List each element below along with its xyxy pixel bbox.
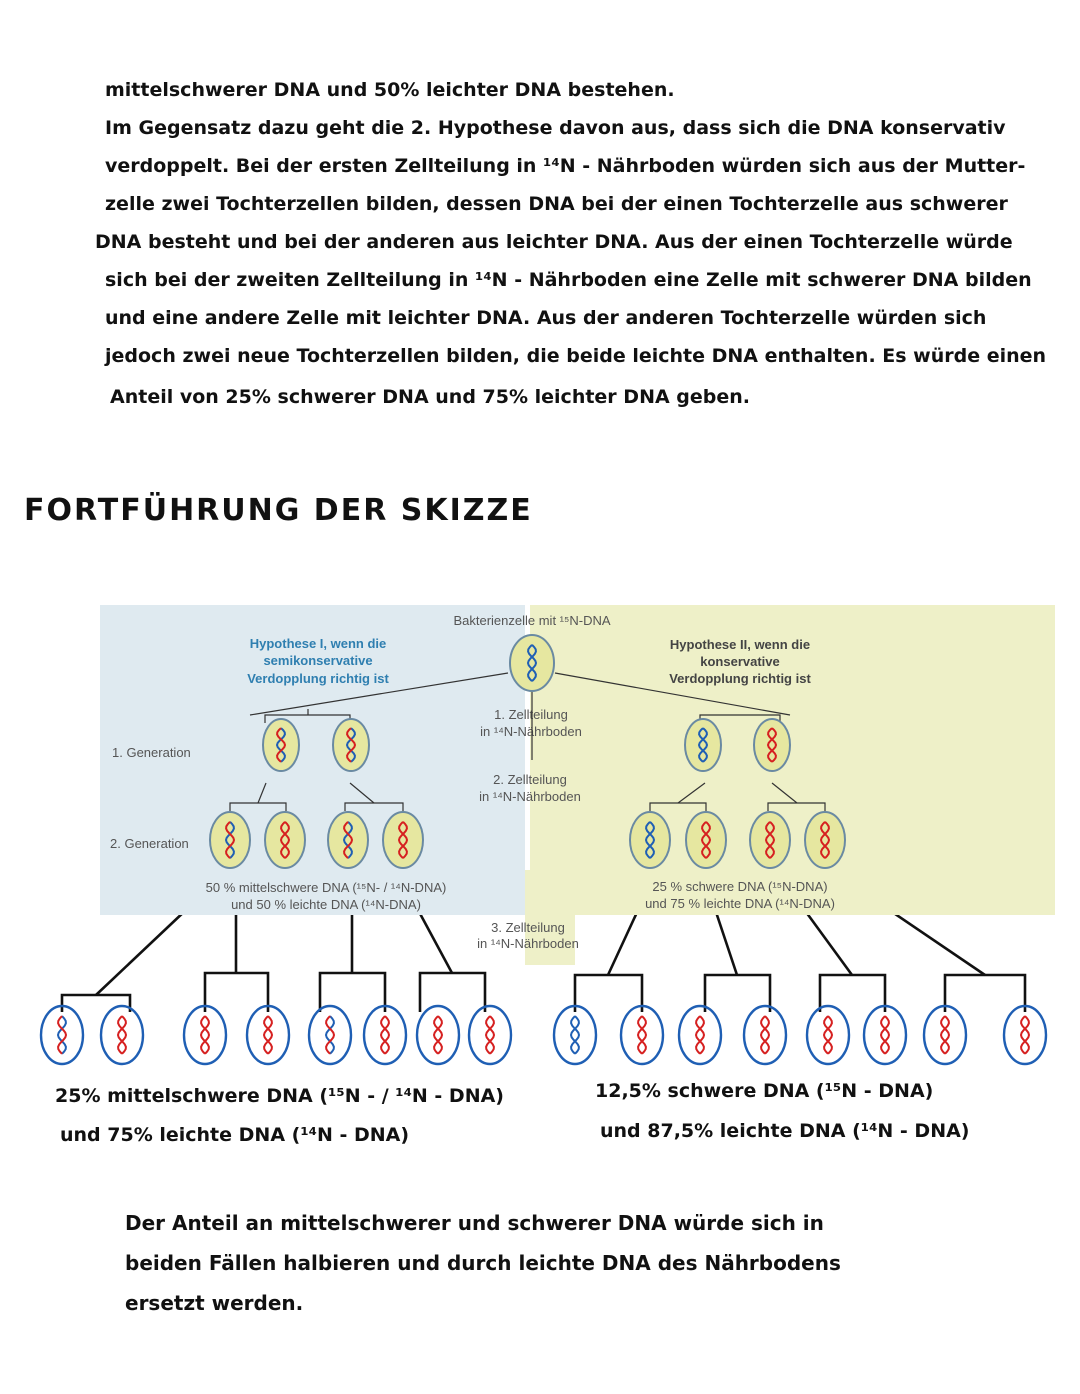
cell-membrane	[686, 812, 726, 868]
gen2-cell	[630, 812, 670, 868]
division-3-label: 3. Zellteilung	[491, 920, 565, 935]
division-1-label: 1. Zellteilung	[494, 707, 568, 722]
cell-membrane	[864, 1006, 906, 1064]
result-note: 25% mittelschwere DNA (¹⁵N - / ¹⁴N - DNA)	[55, 1085, 504, 1107]
generation-2-label: 2. Generation	[110, 836, 189, 851]
gen3-cell	[184, 1006, 226, 1064]
top-cell-label: Bakterienzelle mit ¹⁵N-DNA	[453, 613, 611, 628]
gen3-cell	[924, 1006, 966, 1064]
cell-membrane	[924, 1006, 966, 1064]
cell-membrane	[364, 1006, 406, 1064]
svg-text:Hypothese I, wenn die: Hypothese I, wenn die	[249, 636, 387, 651]
paragraph	[95, 79, 1046, 408]
generation-3-cells	[41, 1006, 1046, 1064]
gen2-cell	[328, 812, 368, 868]
cell-membrane	[754, 719, 790, 771]
generation-1-label: 1. Generation	[112, 745, 191, 760]
result-note: 12,5% schwere DNA (¹⁵N - DNA)	[595, 1080, 934, 1102]
gen3-cell	[101, 1006, 143, 1064]
gen3-cell	[247, 1006, 289, 1064]
svg-text:Verdopplung richtig ist: Verdopplung richtig ist	[669, 671, 811, 686]
replication-figure	[100, 605, 1055, 965]
gen2-cell	[805, 812, 845, 868]
svg-text:Hypothese II, wenn die: Hypothese II, wenn die	[669, 637, 811, 652]
svg-text:semikonservative: semikonservative	[263, 653, 373, 668]
gen2-cell	[750, 812, 790, 868]
gen3-cell	[417, 1006, 459, 1064]
cell-membrane	[469, 1006, 511, 1064]
cell-membrane	[265, 812, 305, 868]
conclusion	[125, 1211, 841, 1315]
cell-membrane	[417, 1006, 459, 1064]
cell-membrane	[805, 812, 845, 868]
hypothesis-1-result: und 50 % leichte DNA (¹⁴N-DNA)	[231, 897, 421, 912]
gen3-cell	[469, 1006, 511, 1064]
hypothesis-2-result: und 75 % leichte DNA (¹⁴N-DNA)	[645, 896, 835, 911]
gen2-cell	[210, 812, 250, 868]
conclusion-line: ersetzt werden.	[125, 1291, 304, 1315]
paragraph-line: und eine andere Zelle mit leichter DNA. Aus der anderen Tochterzelle würden sich	[105, 307, 987, 329]
cell-membrane	[807, 1006, 849, 1064]
cell-membrane	[328, 812, 368, 868]
gen2-cell	[686, 812, 726, 868]
hypothesis-2-result: 25 % schwere DNA (¹⁵N-DNA)	[652, 879, 828, 894]
svg-text:Verdopplung richtig ist: Verdopplung richtig ist	[247, 671, 389, 686]
cell-membrane	[210, 812, 250, 868]
division-2-label: in ¹⁴N-Nährboden	[479, 789, 581, 804]
cell-membrane	[184, 1006, 226, 1064]
division-3-label: in ¹⁴N-Nährboden	[477, 936, 579, 951]
cell-membrane	[41, 1006, 83, 1064]
paragraph-line: verdoppelt. Bei der ersten Zellteilung in ¹⁴N - Nährboden würden sich aus der Mutter-	[105, 155, 1026, 177]
division-2-label: 2. Zellteilung	[493, 772, 567, 787]
division-1-label: in ¹⁴N-Nährboden	[480, 724, 582, 739]
cell-membrane	[621, 1006, 663, 1064]
cell-membrane	[263, 719, 299, 771]
gen3-cell	[744, 1006, 786, 1064]
gen3-cell	[554, 1006, 596, 1064]
paragraph-line: zelle zwei Tochterzellen bilden, dessen DNA bei der einen Tochterzelle aus schwerer	[105, 193, 1008, 215]
notes-left	[55, 1085, 504, 1146]
paragraph-line: jedoch zwei neue Tochterzellen bilden, die beide leichte DNA enthalten. Es würde einen	[105, 345, 1047, 367]
hypothesis-1-heading	[247, 636, 389, 686]
paragraph-line: mittelschwerer DNA und 50% leichter DNA bestehen.	[105, 79, 675, 101]
cell-membrane	[1004, 1006, 1046, 1064]
conclusion-line: beiden Fällen halbieren und durch leichte DNA des Nährbodens	[125, 1251, 841, 1275]
parent-cell	[510, 635, 554, 691]
gen3-cell	[679, 1006, 721, 1064]
gen3-cell	[1004, 1006, 1046, 1064]
cell-membrane	[554, 1006, 596, 1064]
notes-right	[595, 1080, 969, 1142]
gen3-cell	[864, 1006, 906, 1064]
gen1-cell	[333, 719, 369, 771]
cell-membrane	[630, 812, 670, 868]
svg-text:konservative: konservative	[700, 654, 780, 669]
result-note: und 87,5% leichte DNA (¹⁴N - DNA)	[600, 1120, 970, 1142]
paragraph-line: Anteil von 25% schwerer DNA und 75% leichter DNA geben.	[110, 386, 751, 408]
gen3-cell	[621, 1006, 663, 1064]
cell-membrane	[309, 1006, 351, 1064]
gen2-cell	[265, 812, 305, 868]
cell-membrane	[333, 719, 369, 771]
hypothesis-1-background	[100, 605, 525, 915]
paragraph-line: sich bei der zweiten Zellteilung in ¹⁴N - Nährboden eine Zelle mit schwerer DNA bilden	[105, 269, 1032, 291]
cell-membrane	[101, 1006, 143, 1064]
cell-membrane	[383, 812, 423, 868]
cell-membrane	[750, 812, 790, 868]
gen3-cell	[807, 1006, 849, 1064]
result-note: und 75% leichte DNA (¹⁴N - DNA)	[60, 1124, 410, 1146]
hypothesis-1-result: 50 % mittelschwere DNA (¹⁵N- / ¹⁴N-DNA)	[205, 880, 447, 895]
gen2-cell	[383, 812, 423, 868]
conclusion-line: Der Anteil an mittelschwerer und schwerer DNA würde sich in	[125, 1211, 824, 1235]
gen1-cell	[754, 719, 790, 771]
gen1-cell	[685, 719, 721, 771]
gen3-cell	[41, 1006, 83, 1064]
cell-membrane	[510, 635, 554, 691]
paragraph-line: Im Gegensatz dazu geht die 2. Hypothese davon aus, dass sich die DNA konservativ	[105, 117, 1006, 139]
cell-membrane	[744, 1006, 786, 1064]
gen3-cell	[309, 1006, 351, 1064]
cell-membrane	[679, 1006, 721, 1064]
section-heading: FORTFÜHRUNG DER SKIZZE	[24, 493, 533, 528]
gen1-cell	[263, 719, 299, 771]
cell-membrane	[247, 1006, 289, 1064]
paragraph-line: DNA besteht und bei der anderen aus leichter DNA. Aus der einen Tochterzelle würde	[95, 231, 1013, 253]
cell-membrane	[685, 719, 721, 771]
gen3-cell	[364, 1006, 406, 1064]
